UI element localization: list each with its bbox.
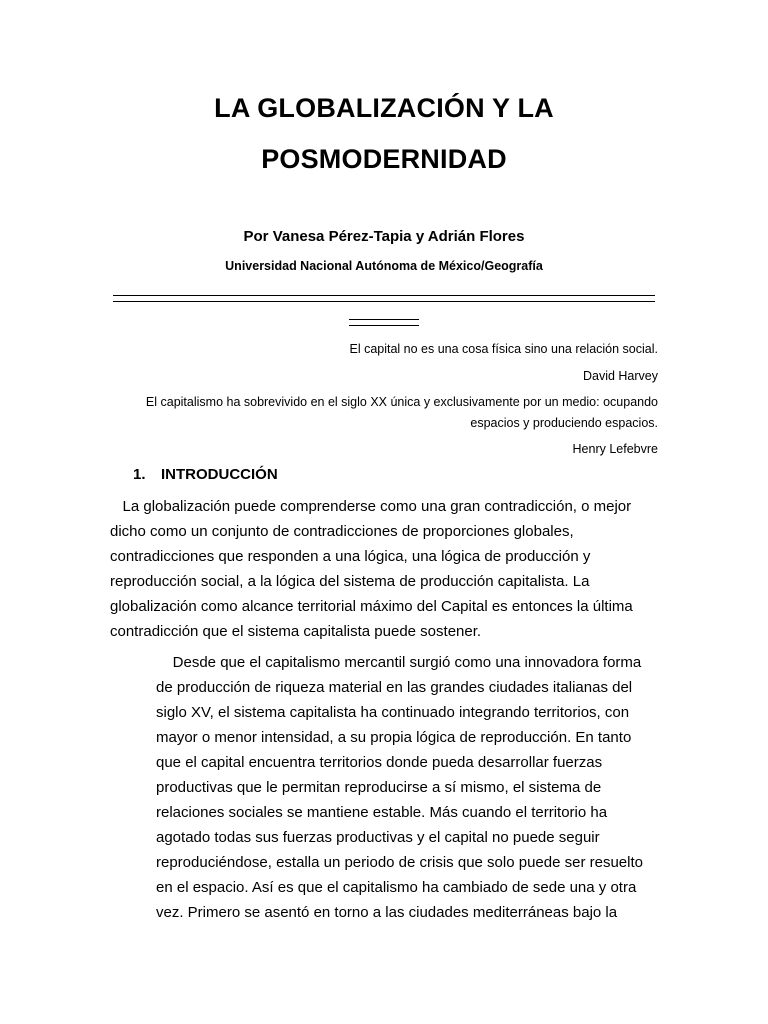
paragraph-line: de producción de riqueza material en las grandes ciudades italianas del <box>156 679 633 696</box>
epigraph-quote-2 <box>118 392 658 434</box>
section-title: INTRODUCCIÓN <box>161 466 278 483</box>
document-title-line-1: LA GLOBALIZACIÓN Y LA <box>214 93 554 123</box>
section-heading <box>133 466 278 483</box>
epigraph-quote-2-line-1: El capitalismo ha sobrevivido en el siglo XX única y exclusivamente por un medio: ocupando <box>145 395 658 409</box>
paragraph-line: globalización como alcance territorial máximo del Capital es entonces la última <box>110 598 633 615</box>
short-rule-bottom <box>349 325 419 326</box>
paragraph-line: productivas que le permitan reproducirse a sí mismo, el sistema de <box>156 779 602 796</box>
affiliation: Universidad Nacional Autónoma de México/Geografía <box>225 259 543 273</box>
paragraph-line: relaciones sociales se mantiene estable. Más cuando el territorio ha <box>156 804 608 821</box>
paragraph-line: mayor o menor intensidad, a su propia lógica de reproducción. En tanto <box>156 729 632 746</box>
epigraph-author-2: Henry Lefebvre <box>572 442 658 456</box>
document-title-line-2: POSMODERNIDAD <box>261 144 507 174</box>
paragraph-line: reproduciéndose, estalla un periodo de crisis que solo puede ser resuelto <box>156 854 643 871</box>
short-rule-top <box>349 319 419 320</box>
paragraph-line: en el espacio. Así es que el capitalismo ha cambiado de sede una y otra <box>156 879 637 896</box>
paragraph-line: vez. Primero se asentó en torno a las ciudades mediterráneas bajo la <box>156 904 618 921</box>
paragraph-2 <box>156 650 664 925</box>
paragraph-line: La globalización puede comprenderse como una gran contradicción, o mejor <box>110 498 632 515</box>
epigraph-author-1: David Harvey <box>582 369 658 383</box>
paragraph-line: contradicciones que responden a una lógica, una lógica de producción y <box>110 548 591 565</box>
paragraph-line: agotado todas sus fuerzas productivas y el capital no puede seguir <box>156 829 600 846</box>
paragraph-line: Desde que el capitalismo mercantil surgió como una innovadora forma <box>156 654 642 671</box>
paragraph-1 <box>110 494 670 644</box>
paragraph-line: contradicción que el sistema capitalista puede sostener. <box>110 623 482 640</box>
divider-rule-top <box>113 295 655 296</box>
authors: Por Vanesa Pérez-Tapia y Adrián Flores <box>243 228 525 245</box>
divider-rule-bottom <box>113 301 655 302</box>
paragraph-line: dicho como un conjunto de contradicciones de proporciones globales, <box>110 523 574 540</box>
section-number: 1. <box>133 466 146 483</box>
paragraph-line: que el capital encuentra territorios donde pueda desarrollar fuerzas <box>156 754 603 771</box>
paragraph-line: reproducción social, a la lógica del sistema de producción capitalista. La <box>110 573 590 590</box>
epigraph-quote-2-line-2: espacios y produciendo espacios. <box>470 416 658 430</box>
paragraph-line: siglo XV, el sistema capitalista ha continuado integrando territorios, con <box>156 704 630 721</box>
epigraph-quote-1: El capital no es una cosa física sino una relación social. <box>349 342 658 356</box>
